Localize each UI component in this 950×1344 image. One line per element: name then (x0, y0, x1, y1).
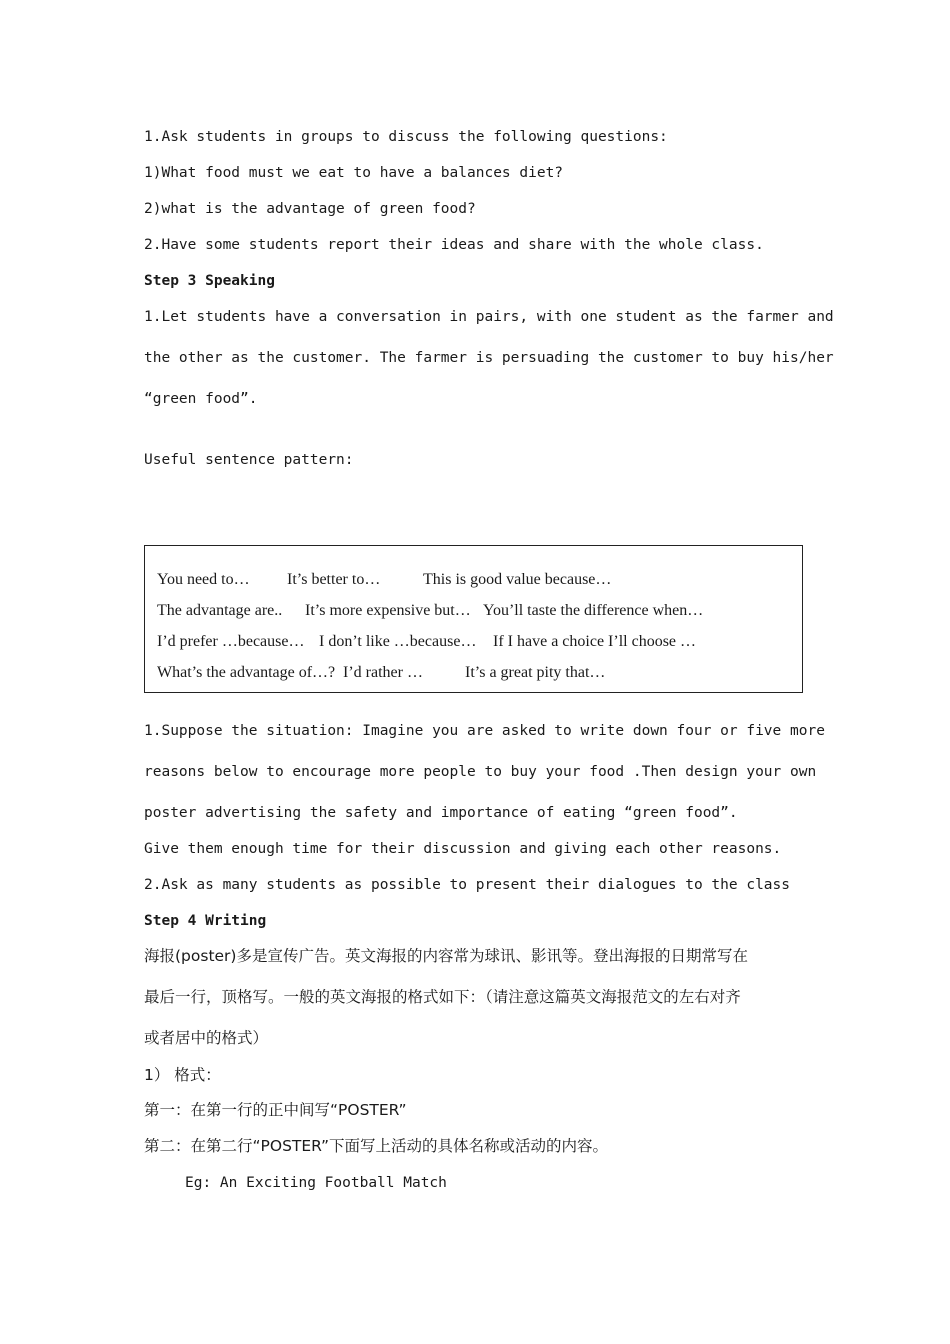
pattern-item: I’d rather … (343, 664, 423, 681)
sentence-pattern-box (144, 545, 803, 693)
text-line: 最后一行，顶格写。一般的英文海报的格式如下：（请注意这篇英文海报范文的左右对齐 (144, 988, 741, 1006)
pattern-item: I don’t like …because… (319, 633, 477, 650)
text-line: 第二：在第二行“POSTER”下面写上活动的具体名称或活动的内容。 (144, 1137, 608, 1155)
text-line: the other as the customer. The farmer is persuading the customer to buy his/her (144, 350, 834, 366)
text-line: “green food”. (144, 391, 258, 407)
text-line: 1.Ask students in groups to discuss the following questions: (144, 129, 668, 145)
text-line: 海报(poster)多是宣传广告。英文海报的内容常为球讯、影讯等。登出海报的日期常写在 (144, 947, 748, 965)
text-line: 1） 格式： (144, 1066, 221, 1084)
section-heading: Step 3 Speaking (144, 273, 275, 289)
pattern-item: What’s the advantage of…? (157, 664, 336, 681)
text-line: Eg: An Exciting Football Match (185, 1175, 447, 1191)
text-line: 第一：在第一行的正中间写“POSTER” (144, 1101, 407, 1119)
text-line: 或者居中的格式） (144, 1029, 269, 1047)
pattern-item: It’s a great pity that… (465, 664, 606, 681)
text-line: Give them enough time for their discussion and giving each other reasons. (144, 841, 782, 857)
pattern-item: You’ll taste the difference when… (483, 602, 704, 619)
text-line: 1.Let students have a conversation in pairs, with one student as the farmer and (144, 309, 834, 325)
pattern-row (157, 601, 703, 621)
text-line: 2.Have some students report their ideas and share with the whole class. (144, 237, 764, 253)
pattern-item: The advantage are.. (157, 602, 283, 619)
text-line: 2.Ask as many students as possible to present their dialogues to the class (144, 877, 791, 893)
text-line: 2)what is the advantage of green food? (144, 201, 476, 217)
text-line: Useful sentence pattern: (144, 452, 354, 468)
pattern-item: If I have a choice I’ll choose … (493, 633, 697, 650)
section-heading: Step 4 Writing (144, 913, 267, 929)
text-line: poster advertising the safety and importance of eating “green food”. (144, 805, 738, 821)
text-line: reasons below to encourage more people to buy your food .Then design your own (144, 764, 817, 780)
pattern-row (157, 663, 605, 683)
pattern-item: This is good value because… (423, 571, 612, 588)
pattern-item: You need to… (157, 571, 250, 588)
text-line: 1.Suppose the situation: Imagine you are asked to write down four or five more (144, 723, 825, 739)
pattern-item: I’d prefer …because… (157, 633, 305, 650)
text-line: 1)What food must we eat to have a balances diet? (144, 165, 564, 181)
pattern-row (157, 570, 611, 590)
pattern-item: It’s more expensive but… (305, 602, 471, 619)
pattern-item: It’s better to… (287, 571, 381, 588)
pattern-row (157, 632, 696, 652)
